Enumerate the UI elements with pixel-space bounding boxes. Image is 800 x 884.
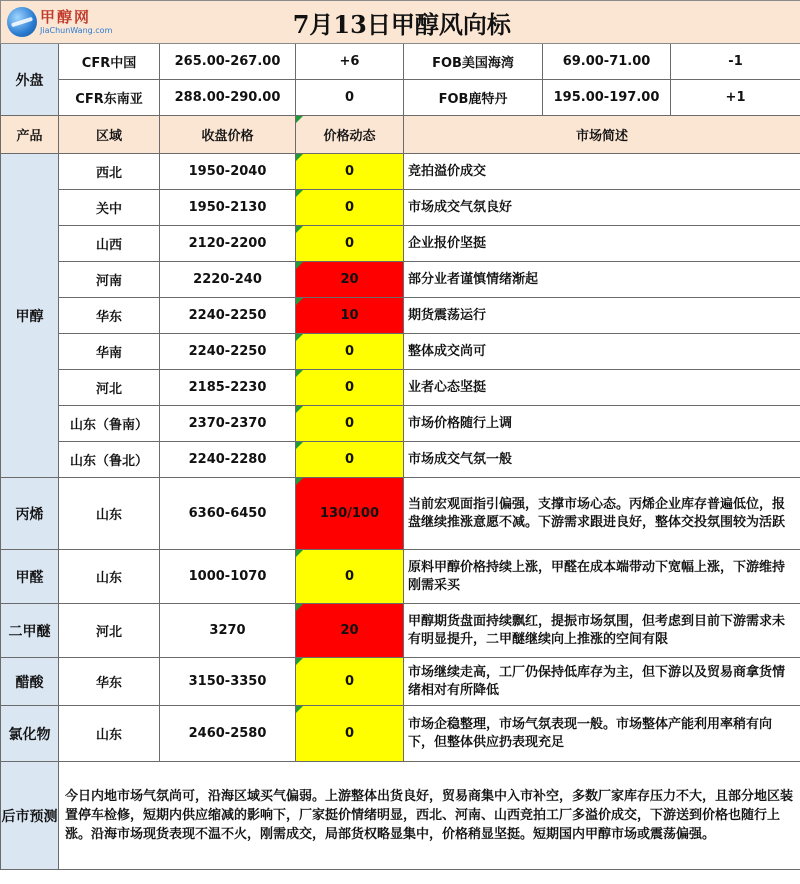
- marker-icon: [296, 706, 303, 713]
- marker-icon: [296, 478, 303, 485]
- summary-cell: 甲醇期货盘面持续飘红，提振市场氛围，但考虑到目前下游需求未有明显提升，二甲醚继续向上推涨的空间有限: [404, 604, 800, 658]
- header-change: 价格动态: [296, 116, 404, 154]
- price-cell: 1950-2040: [160, 154, 296, 190]
- product-label: 甲醇: [1, 154, 59, 478]
- product-label: 丙烯: [1, 478, 59, 550]
- marker-icon: [296, 658, 303, 665]
- price-cell: 6360-6450: [160, 478, 296, 550]
- forecast-text: 今日内地市场气氛尚可，沿海区域买气偏弱。上游整体出货良好，贸易商集中入市补空，多数厂家库存压力不大，且部分地区装置停车检修，短期内供应缩减的影响下，厂家挺价情绪明显，西北、河南、山西竞拍工厂多溢价成交，下游送到价格也随行上涨。沿海市场现货表现不温不火，刚需成交，局部货权略显集中，价格稍显坚挺。短期国内甲醇市场或震荡偏强。: [59, 762, 800, 870]
- marker-icon: [296, 370, 303, 377]
- summary-cell: 市场价格随行上调: [404, 406, 800, 442]
- table-row: [1, 334, 800, 370]
- table-row: [1, 190, 800, 226]
- region-cell: 河南: [59, 262, 160, 298]
- logo: [3, 7, 158, 37]
- table-row: [1, 550, 800, 604]
- summary-cell: 整体成交尚可: [404, 334, 800, 370]
- summary-cell: 原料甲醇价格持续上涨，甲醛在成本端带动下宽幅上涨，下游维持刚需采买: [404, 550, 800, 604]
- external-row: [1, 44, 800, 80]
- change-cell: 0: [296, 442, 404, 478]
- marker-icon: [296, 406, 303, 413]
- change-cell: 0: [296, 706, 404, 762]
- region-cell: 山东（鲁北）: [59, 442, 160, 478]
- marker-icon: [296, 226, 303, 233]
- price-cell: 2370-2370: [160, 406, 296, 442]
- summary-cell: 业者心态坚挺: [404, 370, 800, 406]
- table-row: [1, 442, 800, 478]
- table-row: [1, 406, 800, 442]
- external-name: FOB美国海湾: [404, 44, 543, 80]
- region-cell: 山东: [59, 550, 160, 604]
- product-label: 氯化物: [1, 706, 59, 762]
- marker-icon: [296, 298, 303, 305]
- external-name: CFR中国: [59, 44, 160, 80]
- external-name: FOB鹿特丹: [404, 80, 543, 116]
- table-row: [1, 154, 800, 190]
- page-title: 7月13日甲醇风向标: [160, 1, 800, 44]
- table-row: [1, 370, 800, 406]
- header-region: 区域: [59, 116, 160, 154]
- forecast-label: 后市预测: [1, 762, 59, 870]
- region-cell: 山东（鲁南）: [59, 406, 160, 442]
- price-cell: 2220-240: [160, 262, 296, 298]
- region-cell: 华东: [59, 658, 160, 706]
- logo-chinese: 甲醇网: [40, 7, 92, 26]
- region-cell: 山西: [59, 226, 160, 262]
- price-cell: 1950-2130: [160, 190, 296, 226]
- table-row: [1, 706, 800, 762]
- external-label: 外盘: [1, 44, 59, 116]
- marker-icon: [296, 442, 303, 449]
- summary-cell: 期货震荡运行: [404, 298, 800, 334]
- table-row: [1, 658, 800, 706]
- price-cell: 2460-2580: [160, 706, 296, 762]
- table-row: [1, 226, 800, 262]
- table-row: [1, 478, 800, 550]
- change-cell: 0: [296, 154, 404, 190]
- region-cell: 山东: [59, 706, 160, 762]
- change-cell: 20: [296, 604, 404, 658]
- change-cell: 130/100: [296, 478, 404, 550]
- change-cell: 0: [296, 226, 404, 262]
- change-cell: 10: [296, 298, 404, 334]
- marker-icon: [296, 190, 303, 197]
- product-label: 醋酸: [1, 658, 59, 706]
- marker-icon: [296, 334, 303, 341]
- price-cell: 1000-1070: [160, 550, 296, 604]
- external-change: -1: [671, 44, 800, 80]
- table-row: [1, 262, 800, 298]
- price-cell: 3150-3350: [160, 658, 296, 706]
- summary-cell: 部分业者谨慎情绪渐起: [404, 262, 800, 298]
- price-cell: 3270: [160, 604, 296, 658]
- change-cell: 0: [296, 658, 404, 706]
- change-cell: 20: [296, 262, 404, 298]
- price-cell: 2120-2200: [160, 226, 296, 262]
- marker-icon: [296, 262, 303, 269]
- price-cell: 2240-2250: [160, 298, 296, 334]
- price-cell: 2185-2230: [160, 370, 296, 406]
- marker-icon: [296, 604, 303, 611]
- table-row: [1, 604, 800, 658]
- external-change: +1: [671, 80, 800, 116]
- change-cell: 0: [296, 334, 404, 370]
- forecast-row: [1, 762, 800, 870]
- marker-icon: [296, 550, 303, 557]
- summary-cell: 竞拍溢价成交: [404, 154, 800, 190]
- header-row: [1, 116, 800, 154]
- region-cell: 关中: [59, 190, 160, 226]
- external-price: 288.00-290.00: [160, 80, 296, 116]
- external-price: 69.00-71.00: [543, 44, 671, 80]
- marker-icon: [296, 116, 303, 123]
- price-cell: 2240-2280: [160, 442, 296, 478]
- external-price: 265.00-267.00: [160, 44, 296, 80]
- globe-icon: [7, 7, 37, 37]
- header-summary: 市场简述: [404, 116, 800, 154]
- table-row: [1, 298, 800, 334]
- external-change: 0: [296, 80, 404, 116]
- region-cell: 华南: [59, 334, 160, 370]
- price-cell: 2240-2250: [160, 334, 296, 370]
- logo-cell: [1, 1, 160, 44]
- region-cell: 山东: [59, 478, 160, 550]
- region-cell: 华东: [59, 298, 160, 334]
- summary-cell: 市场继续走高，工厂仍保持低库存为主，但下游以及贸易商拿货情绪相对有所降低: [404, 658, 800, 706]
- product-label: 甲醛: [1, 550, 59, 604]
- marker-icon: [296, 154, 303, 161]
- logo-english: JiaChunWang.com: [40, 25, 113, 35]
- header-price: 收盘价格: [160, 116, 296, 154]
- external-name: CFR东南亚: [59, 80, 160, 116]
- region-cell: 西北: [59, 154, 160, 190]
- external-change: +6: [296, 44, 404, 80]
- external-price: 195.00-197.00: [543, 80, 671, 116]
- region-cell: 河北: [59, 370, 160, 406]
- product-label: 二甲醚: [1, 604, 59, 658]
- title-row: [1, 1, 800, 44]
- region-cell: 河北: [59, 604, 160, 658]
- header-product: 产品: [1, 116, 59, 154]
- change-cell: 0: [296, 406, 404, 442]
- change-cell: 0: [296, 370, 404, 406]
- change-cell: 0: [296, 190, 404, 226]
- summary-cell: 市场成交气氛一般: [404, 442, 800, 478]
- change-cell: 0: [296, 550, 404, 604]
- summary-cell: 当前宏观面指引偏强，支撑市场心态。丙烯企业库存普遍低位，报盘继续推涨意愿不减。下游需求跟进良好，整体交投氛围较为活跃: [404, 478, 800, 550]
- external-row: [1, 80, 800, 116]
- summary-cell: 市场成交气氛良好: [404, 190, 800, 226]
- summary-cell: 市场企稳整理，市场气氛表现一般。市场整体产能利用率稍有向下，但整体供应扔表现充足: [404, 706, 800, 762]
- summary-cell: 企业报价坚挺: [404, 226, 800, 262]
